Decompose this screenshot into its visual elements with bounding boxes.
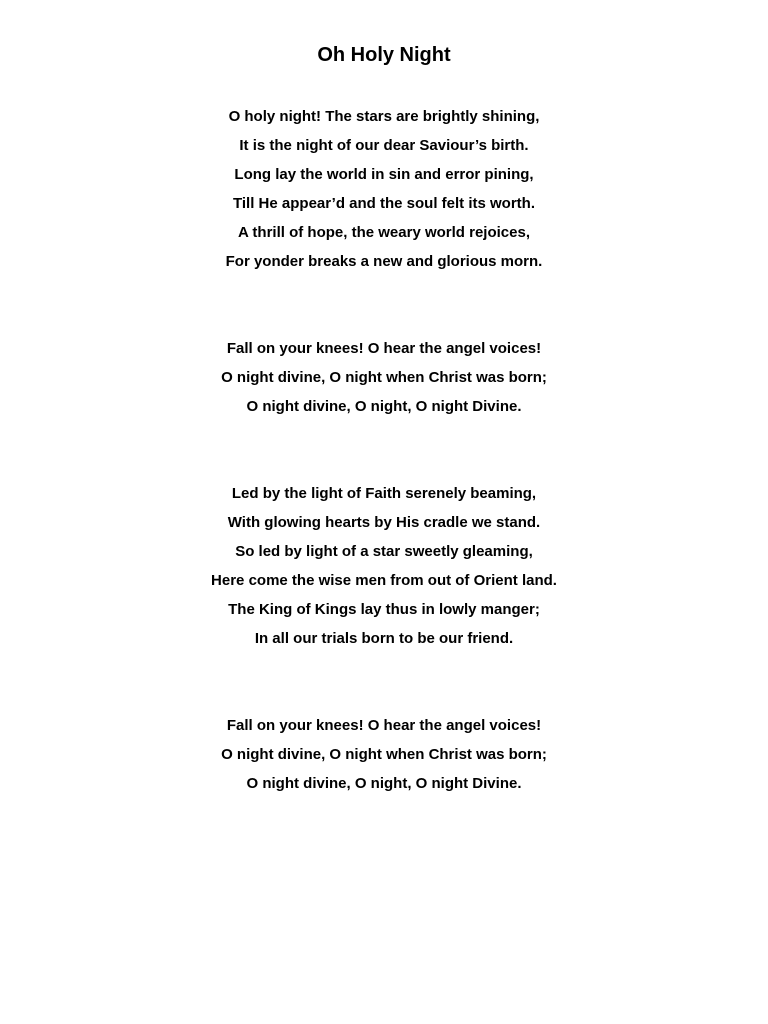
stanza-chorus-2 <box>0 711 768 798</box>
lyric-line: Till He appear’d and the soul felt its worth. <box>233 195 535 212</box>
lyric-line: O night divine, O night when Christ was born; <box>221 746 547 763</box>
lyric-line: Here come the wise men from out of Orient land. <box>211 572 557 589</box>
lyric-line: A thrill of hope, the weary world rejoices, <box>237 224 530 241</box>
lyric-line: Fall on your knees! O hear the angel voices! <box>226 340 542 357</box>
lyric-line: O holy night! The stars are brightly shining, <box>228 108 540 125</box>
lyric-line: The King of Kings lay thus in lowly manger; <box>228 601 540 618</box>
lyric-line: Long lay the world in sin and error pining, <box>234 166 534 183</box>
page-title: Oh Holy Night <box>317 44 451 66</box>
lyric-line: In all our trials born to be our friend. <box>254 630 514 647</box>
lyric-line: For yonder breaks a new and glorious morn. <box>225 253 543 270</box>
stanza-verse-1 <box>0 102 768 276</box>
lyric-line: O night divine, O night, O night Divine. <box>246 398 522 415</box>
lyric-line: It is the night of our dear Saviour’s birth. <box>239 137 529 154</box>
stanza-verse-2 <box>0 479 768 653</box>
lyric-line: So led by light of a star sweetly gleaming, <box>235 543 533 560</box>
lyric-line: With glowing hearts by His cradle we stand. <box>227 514 541 531</box>
lyric-line: O night divine, O night, O night Divine. <box>246 775 522 792</box>
stanza-chorus-1 <box>0 334 768 421</box>
lyric-line: Led by the light of Faith serenely beaming, <box>231 485 537 502</box>
lyric-line: O night divine, O night when Christ was born; <box>221 369 547 386</box>
lyric-line: Fall on your knees! O hear the angel voices! <box>226 717 542 734</box>
